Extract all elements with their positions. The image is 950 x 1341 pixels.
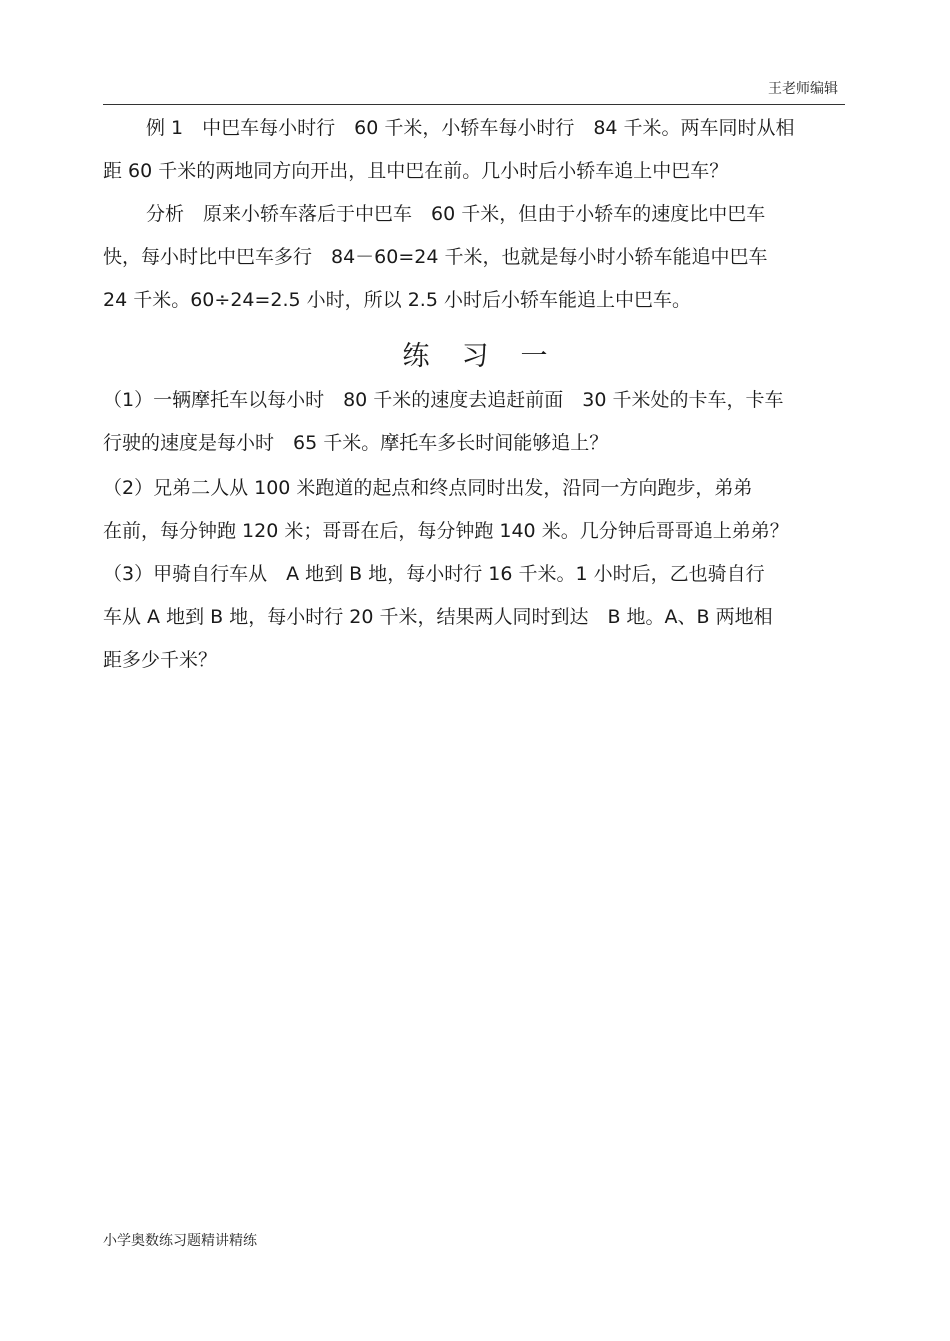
example-line-1: 例 1 中巴车每小时行 60 千米，小轿车每小时行 84 千米。两车同时从相 xyxy=(146,117,795,139)
exercise-line-4: 在前，每分钟跑 120 米；哥哥在后，每分钟跑 140 米。几分钟后哥哥追上弟弟？ xyxy=(103,520,789,542)
exercise-line-3: （2）兄弟二人从 100 米跑道的起点和终点同时出发，沿同一方向跑步，弟弟 xyxy=(103,477,753,499)
footer-title: 小学奥数练习题精讲精练 xyxy=(103,1233,257,1249)
analysis-line-1: 分析 原来小轿车落后于中巴车 60 千米，但由于小轿车的速度比中巴车 xyxy=(146,203,766,225)
exercise-section-title: 练习一 xyxy=(402,341,580,372)
exercise-line-1: （1）一辆摩托车以每小时 80 千米的速度去追赶前面 30 千米处的卡车，卡车 xyxy=(103,389,784,411)
exercise-line-2: 行驶的速度是每小时 65 千米。摩托车多长时间能够追上？ xyxy=(103,432,609,454)
analysis-line-3: 24 千米。60÷24=2.5 小时，所以 2.5 小时后小轿车能追上中巴车。 xyxy=(103,289,691,311)
header-editor-label: 王老师编辑 xyxy=(768,81,838,97)
header-divider xyxy=(103,104,845,105)
analysis-line-2: 快，每小时比中巴车多行 84－60=24 千米，也就是每小时小轿车能追中巴车 xyxy=(103,246,768,268)
exercise-line-7: 距多少千米？ xyxy=(103,649,218,671)
example-line-2: 距 60 千米的两地同方向开出，且中巴在前。几小时后小轿车追上中巴车？ xyxy=(103,160,729,182)
exercise-line-6: 车从 A 地到 B 地，每小时行 20 千米，结果两人同时到达 B 地。A、B 两地相 xyxy=(103,606,773,628)
exercise-line-5: （3）甲骑自行车从 A 地到 B 地，每小时行 16 千米。1 小时后，乙也骑自行 xyxy=(103,563,765,585)
